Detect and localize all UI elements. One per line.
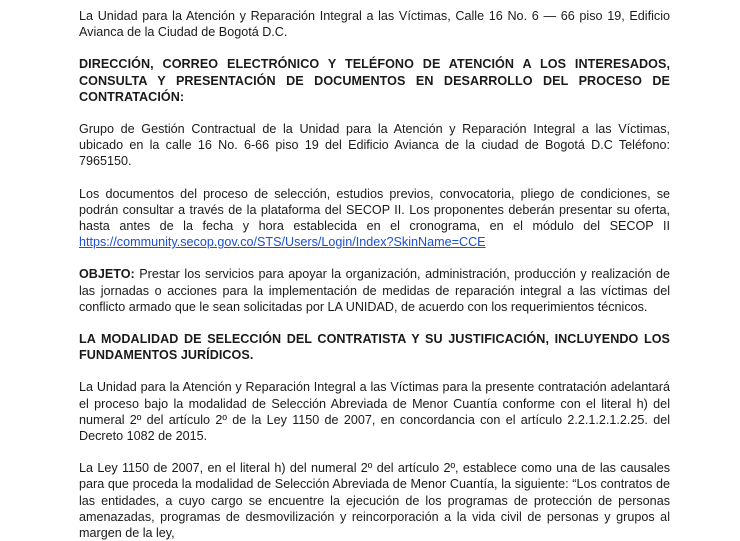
contact-heading: DIRECCIÓN, CORREO ELECTRÓNICO Y TELÉFONO DE ATENCIÓN A LOS INTERESADOS, CONSULTA Y PRESENTACIÓN DE DOCUMENTOS EN DESARROLLO DEL PROCESO DE CONTRATACIÓN: bbox=[79, 57, 670, 104]
objeto-paragraph bbox=[79, 266, 670, 315]
secop-link[interactable]: https://community.secop.gov.co/STS/Users/Login/Index?SkinName=CCE bbox=[79, 235, 486, 250]
objeto-text: Prestar los servicios para apoyar la organización, administración, producción y realización de las jornadas o acciones para la implementación de medidas de reparación integral a las víctimas del conflicto armado que le sean solicitadas por LA UNIDAD, de acuerdo con los requerimientos técnicos. bbox=[79, 267, 670, 314]
modalidad-heading: LA MODALIDAD DE SELECCIÓN DEL CONTRATISTA Y SU JUSTIFICACIÓN, INCLUYENDO LOS FUNDAMENTOS JURÍDICOS. bbox=[79, 332, 670, 363]
contact-paragraph: Grupo de Gestión Contractual de la Unidad para la Atención y Reparación Integral a las Víctimas, ubicado en la calle 16 No. 6-66 piso 19 del Edificio Avianca de la ciudad de Bogotá D.C Teléfono: 7965150. bbox=[79, 122, 670, 169]
documents-text: Los documentos del proceso de selección, estudios previos, convocatoria, pliego de condiciones, se podrán consultar a través de la plataforma del SECOP II. Los proponentes deberán presentar su oferta, hasta antes de la fecha y hora establecida en el cronograma, en el módulo del SECOP II bbox=[79, 186, 670, 234]
ley-paragraph: La Ley 1150 de 2007, en el literal h) del numeral 2º del artículo 2º, establece como una de las causales para que proceda la modalidad de Selección Abreviada de Menor Cuantía, la siguiente: “Los contratos de las entidades, a cuyo cargo se encuentre la ejecución de los programas de protección de personas amenazadas, programas de desmovilización y reincorporación a la vida civil de personas y grupos al margen de la ley, bbox=[79, 461, 670, 541]
address-paragraph: La Unidad para la Atención y Reparación Integral a las Víctimas, Calle 16 No. 6 — 66 piso 19, Edificio Avianca de la Ciudad de Bogotá D.C. bbox=[79, 9, 670, 40]
modalidad-paragraph: La Unidad para la Atención y Reparación Integral a las Víctimas para la presente contratación adelantará el proceso bajo la modalidad de Selección Abreviada de Menor Cuantía conforme con el literal h) del numeral 2º del artículo 2º de la Ley 1150 de 2007, en concordancia con el artículo 2.2.1.2.1.2.25. del Decreto 1082 de 2015. bbox=[79, 380, 670, 444]
objeto-label: OBJETO: bbox=[79, 267, 135, 282]
documents-paragraph bbox=[79, 186, 670, 251]
